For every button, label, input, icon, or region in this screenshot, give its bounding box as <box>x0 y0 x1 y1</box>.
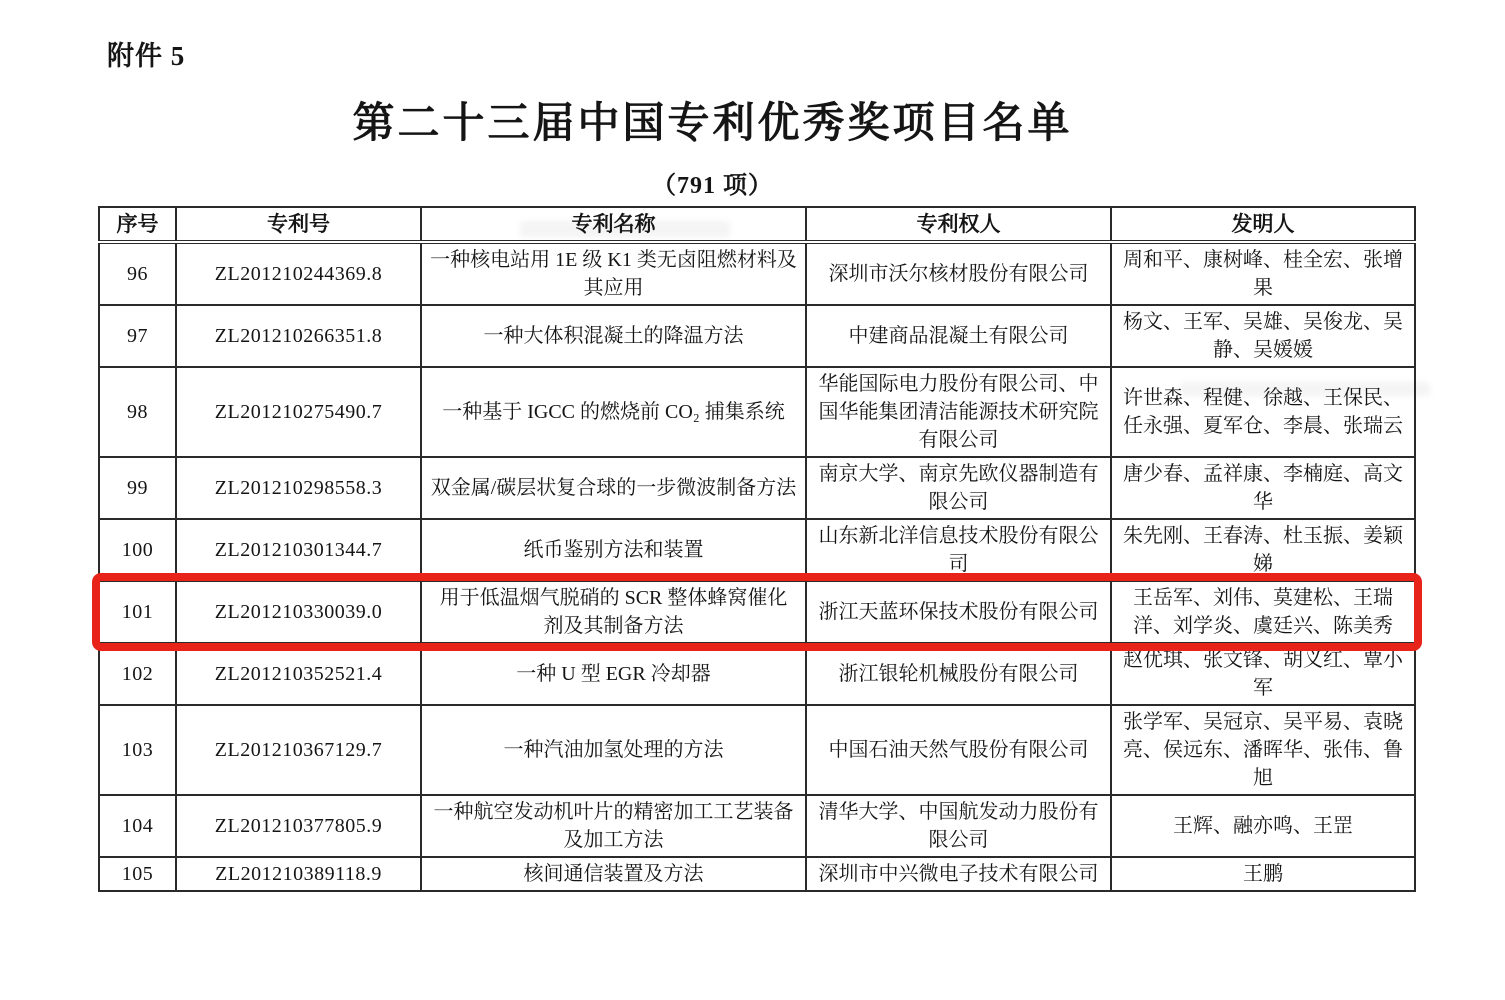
cell-patent-name: 一种航空发动机叶片的精密加工工艺装备及加工方法 <box>421 795 806 857</box>
cell-inventors: 周和平、康树峰、桂全宏、张增果 <box>1111 242 1415 305</box>
table-row <box>99 305 1415 367</box>
cell-patentee: 深圳市中兴微电子技术有限公司 <box>806 857 1111 891</box>
table-row <box>99 581 1415 643</box>
table-row <box>99 457 1415 519</box>
cell-index: 97 <box>99 305 176 367</box>
cell-index: 105 <box>99 857 176 891</box>
cell-index: 96 <box>99 242 176 305</box>
cell-inventors: 王辉、融亦鸣、王罡 <box>1111 795 1415 857</box>
cell-inventors: 王鹏 <box>1111 857 1415 891</box>
cell-index: 98 <box>99 367 176 457</box>
cell-patent-number: ZL201210367129.7 <box>176 705 421 795</box>
cell-inventors: 唐少春、孟祥康、李楠庭、高文华 <box>1111 457 1415 519</box>
column-header-patentee: 专利权人 <box>806 207 1111 242</box>
cell-patent-name: 一种核电站用 1E 级 K1 类无卤阻燃材料及其应用 <box>421 242 806 305</box>
cell-inventors: 朱先刚、王春涛、杜玉振、姜颖娣 <box>1111 519 1415 581</box>
cell-patent-number: ZL201210301344.7 <box>176 519 421 581</box>
cell-patent-number: ZL201210266351.8 <box>176 305 421 367</box>
cell-patent-name: 核间通信装置及方法 <box>421 857 806 891</box>
project-count: （791 项） <box>652 173 773 199</box>
cell-index: 100 <box>99 519 176 581</box>
table-row <box>99 519 1415 581</box>
table-row <box>99 795 1415 857</box>
column-header-inventors: 发明人 <box>1111 207 1415 242</box>
cell-patent-name: 用于低温烟气脱硝的 SCR 整体蜂窝催化剂及其制备方法 <box>421 581 806 643</box>
table-row <box>99 643 1415 705</box>
cell-inventors: 王岳军、刘伟、莫建松、王瑞洋、刘学炎、虞廷兴、陈美秀 <box>1111 581 1415 643</box>
cell-patent-number: ZL201210377805.9 <box>176 795 421 857</box>
cell-patentee: 中国石油天然气股份有限公司 <box>806 705 1111 795</box>
attachment-label: 附件 5 <box>107 41 186 71</box>
cell-patentee: 深圳市沃尔核材股份有限公司 <box>806 242 1111 305</box>
cell-patent-name: 纸币鉴别方法和装置 <box>421 519 806 581</box>
cell-inventors: 杨文、王军、吴雄、吴俊龙、吴静、吴媛媛 <box>1111 305 1415 367</box>
column-header-patent-number: 专利号 <box>176 207 421 242</box>
table-row <box>99 705 1415 795</box>
table-header-row <box>99 207 1415 242</box>
cell-patentee: 华能国际电力股份有限公司、中国华能集团清洁能源技术研究院有限公司 <box>806 367 1111 457</box>
column-header-index: 序号 <box>99 207 176 242</box>
cell-patentee: 浙江天蓝环保技术股份有限公司 <box>806 581 1111 643</box>
table-row <box>99 242 1415 305</box>
cell-patent-name: 一种 U 型 EGR 冷却器 <box>421 643 806 705</box>
patents-table <box>98 206 1416 892</box>
cell-patentee: 浙江银轮机械股份有限公司 <box>806 643 1111 705</box>
cell-patentee: 山东新北洋信息技术股份有限公司 <box>806 519 1111 581</box>
cell-patent-name: 一种基于 IGCC 的燃烧前 CO₂ 捕集系统 <box>421 367 806 457</box>
cell-patent-name: 一种大体积混凝土的降温方法 <box>421 305 806 367</box>
cell-index: 104 <box>99 795 176 857</box>
cell-patentee: 清华大学、中国航发动力股份有限公司 <box>806 795 1111 857</box>
table-row <box>99 857 1415 891</box>
cell-patent-number: ZL201210244369.8 <box>176 242 421 305</box>
document-title: 第二十三届中国专利优秀奖项目名单 <box>352 101 1073 147</box>
cell-patent-number: ZL201210298558.3 <box>176 457 421 519</box>
cell-index: 103 <box>99 705 176 795</box>
cell-index: 101 <box>99 581 176 643</box>
cell-index: 99 <box>99 457 176 519</box>
cell-patentee: 南京大学、南京先欧仪器制造有限公司 <box>806 457 1111 519</box>
column-header-patent-name: 专利名称 <box>421 207 806 242</box>
cell-patent-number: ZL201210352521.4 <box>176 643 421 705</box>
cell-patent-name: 一种汽油加氢处理的方法 <box>421 705 806 795</box>
cell-inventors: 许世森、程健、徐越、王保民、任永强、夏军仓、李晨、张瑞云 <box>1111 367 1415 457</box>
cell-inventors: 张学军、吴冠京、吴平易、袁晓亮、侯远东、潘晖华、张伟、鲁旭 <box>1111 705 1415 795</box>
cell-patent-number: ZL201210389118.9 <box>176 857 421 891</box>
cell-patent-name: 双金属/碳层状复合球的一步微波制备方法 <box>421 457 806 519</box>
cell-patent-number: ZL201210275490.7 <box>176 367 421 457</box>
cell-patent-number: ZL201210330039.0 <box>176 581 421 643</box>
cell-index: 102 <box>99 643 176 705</box>
cell-inventors: 赵优琪、张文锋、胡义红、覃小军 <box>1111 643 1415 705</box>
table-row <box>99 367 1415 457</box>
cell-patentee: 中建商品混凝土有限公司 <box>806 305 1111 367</box>
